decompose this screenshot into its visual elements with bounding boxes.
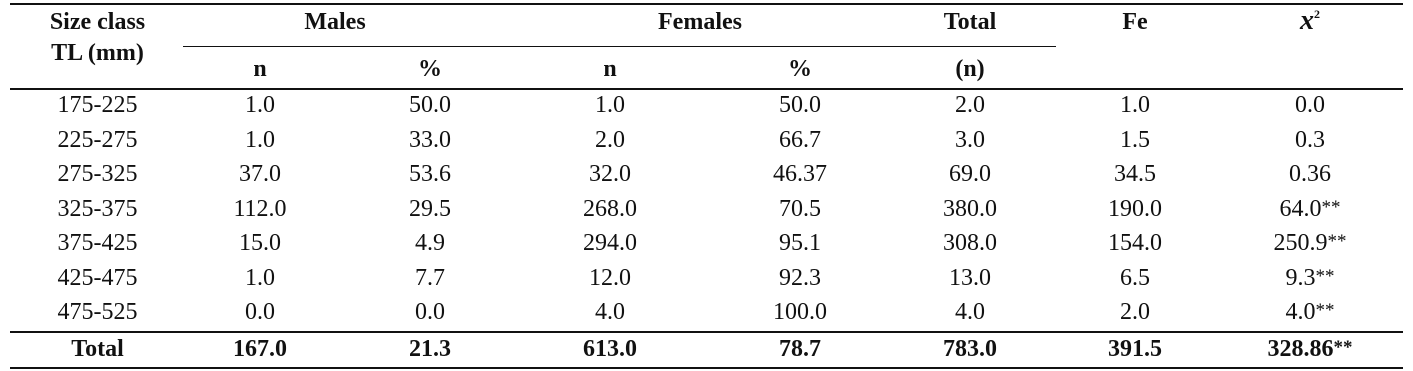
cell-total-n: 13.0 bbox=[949, 265, 991, 291]
cell-total-n: 3.0 bbox=[955, 127, 985, 153]
total-males-n: 167.0 bbox=[233, 336, 287, 362]
cell-females-pct: 95.1 bbox=[779, 230, 821, 256]
cell-size-class: 475-525 bbox=[57, 299, 138, 325]
cell-size-class: 275-325 bbox=[57, 161, 138, 187]
cell-chi-square: 0.3 bbox=[1295, 127, 1325, 153]
cell-chi-square: 4.0** bbox=[1285, 299, 1335, 325]
cell-males-n: 37.0 bbox=[239, 161, 281, 187]
cell-males-n: 15.0 bbox=[239, 230, 281, 256]
header-total: Total bbox=[943, 9, 997, 35]
total-rule bbox=[10, 331, 1403, 333]
total-size-class: Total bbox=[71, 336, 124, 362]
total-chi-square: 328.86** bbox=[1267, 336, 1353, 362]
total-females-n: 613.0 bbox=[583, 336, 637, 362]
cell-fe: 190.0 bbox=[1108, 196, 1162, 222]
header-males-pct: % bbox=[418, 56, 442, 82]
header-females: Females bbox=[658, 9, 742, 35]
cell-females-pct: 50.0 bbox=[779, 92, 821, 118]
cell-total-n: 380.0 bbox=[943, 196, 997, 222]
cell-size-class: 375-425 bbox=[57, 230, 138, 256]
header-males-n: n bbox=[253, 56, 267, 82]
cell-females-n: 32.0 bbox=[589, 161, 631, 187]
header-total-n: (n) bbox=[955, 56, 985, 82]
cell-fe: 154.0 bbox=[1108, 230, 1162, 256]
header-females-pct: % bbox=[788, 56, 812, 82]
top-rule bbox=[10, 3, 1403, 5]
cell-males-n: 1.0 bbox=[245, 92, 275, 118]
cell-males-n: 0.0 bbox=[245, 299, 275, 325]
cell-females-n: 4.0 bbox=[595, 299, 625, 325]
cell-males-pct: 0.0 bbox=[415, 299, 445, 325]
cell-fe: 6.5 bbox=[1120, 265, 1150, 291]
cell-chi-square: 9.3** bbox=[1285, 265, 1335, 291]
header-fe: Fe bbox=[1122, 9, 1148, 35]
cell-size-class: 325-375 bbox=[57, 196, 138, 222]
cell-fe: 1.5 bbox=[1120, 127, 1150, 153]
cell-females-pct: 100.0 bbox=[773, 299, 827, 325]
cell-females-pct: 46.37 bbox=[773, 161, 827, 187]
cell-total-n: 308.0 bbox=[943, 230, 997, 256]
cell-size-class: 425-475 bbox=[57, 265, 138, 291]
cell-males-pct: 50.0 bbox=[409, 92, 451, 118]
total-fe: 391.5 bbox=[1108, 336, 1162, 362]
group-rule bbox=[183, 46, 1056, 47]
cell-males-pct: 33.0 bbox=[409, 127, 451, 153]
cell-total-n: 4.0 bbox=[955, 299, 985, 325]
cell-size-class: 225-275 bbox=[57, 127, 138, 153]
cell-chi-square: 0.0 bbox=[1295, 92, 1325, 118]
header-size-class: Size class TL (mm) bbox=[49, 9, 146, 66]
header-rule bbox=[10, 88, 1403, 90]
cell-females-n: 1.0 bbox=[595, 92, 625, 118]
cell-chi-square: 0.36 bbox=[1289, 161, 1331, 187]
header-chi-square: $x^2$ bbox=[1300, 5, 1320, 36]
cell-fe: 34.5 bbox=[1114, 161, 1156, 187]
cell-females-pct: 70.5 bbox=[779, 196, 821, 222]
cell-total-n: 69.0 bbox=[949, 161, 991, 187]
cell-females-n: 12.0 bbox=[589, 265, 631, 291]
header-females-n: n bbox=[603, 56, 617, 82]
cell-females-n: 294.0 bbox=[583, 230, 637, 256]
cell-total-n: 2.0 bbox=[955, 92, 985, 118]
cell-chi-square: 250.9** bbox=[1273, 230, 1347, 256]
cell-males-n: 1.0 bbox=[245, 127, 275, 153]
cell-males-pct: 7.7 bbox=[415, 265, 445, 291]
cell-females-n: 2.0 bbox=[595, 127, 625, 153]
cell-chi-square: 64.0** bbox=[1279, 196, 1341, 222]
cell-males-pct: 29.5 bbox=[409, 196, 451, 222]
total-females-pct: 78.7 bbox=[779, 336, 821, 362]
cell-males-pct: 4.9 bbox=[415, 230, 445, 256]
cell-males-n: 1.0 bbox=[245, 265, 275, 291]
cell-fe: 2.0 bbox=[1120, 299, 1150, 325]
bottom-rule bbox=[10, 367, 1403, 369]
total-males-pct: 21.3 bbox=[409, 336, 451, 362]
cell-males-pct: 53.6 bbox=[409, 161, 451, 187]
cell-females-pct: 92.3 bbox=[779, 265, 821, 291]
header-males: Males bbox=[304, 9, 366, 35]
cell-males-n: 112.0 bbox=[233, 196, 287, 222]
cell-females-n: 268.0 bbox=[583, 196, 637, 222]
total-total-n: 783.0 bbox=[943, 336, 997, 362]
cell-size-class: 175-225 bbox=[57, 92, 138, 118]
cell-females-pct: 66.7 bbox=[779, 127, 821, 153]
cell-fe: 1.0 bbox=[1120, 92, 1150, 118]
